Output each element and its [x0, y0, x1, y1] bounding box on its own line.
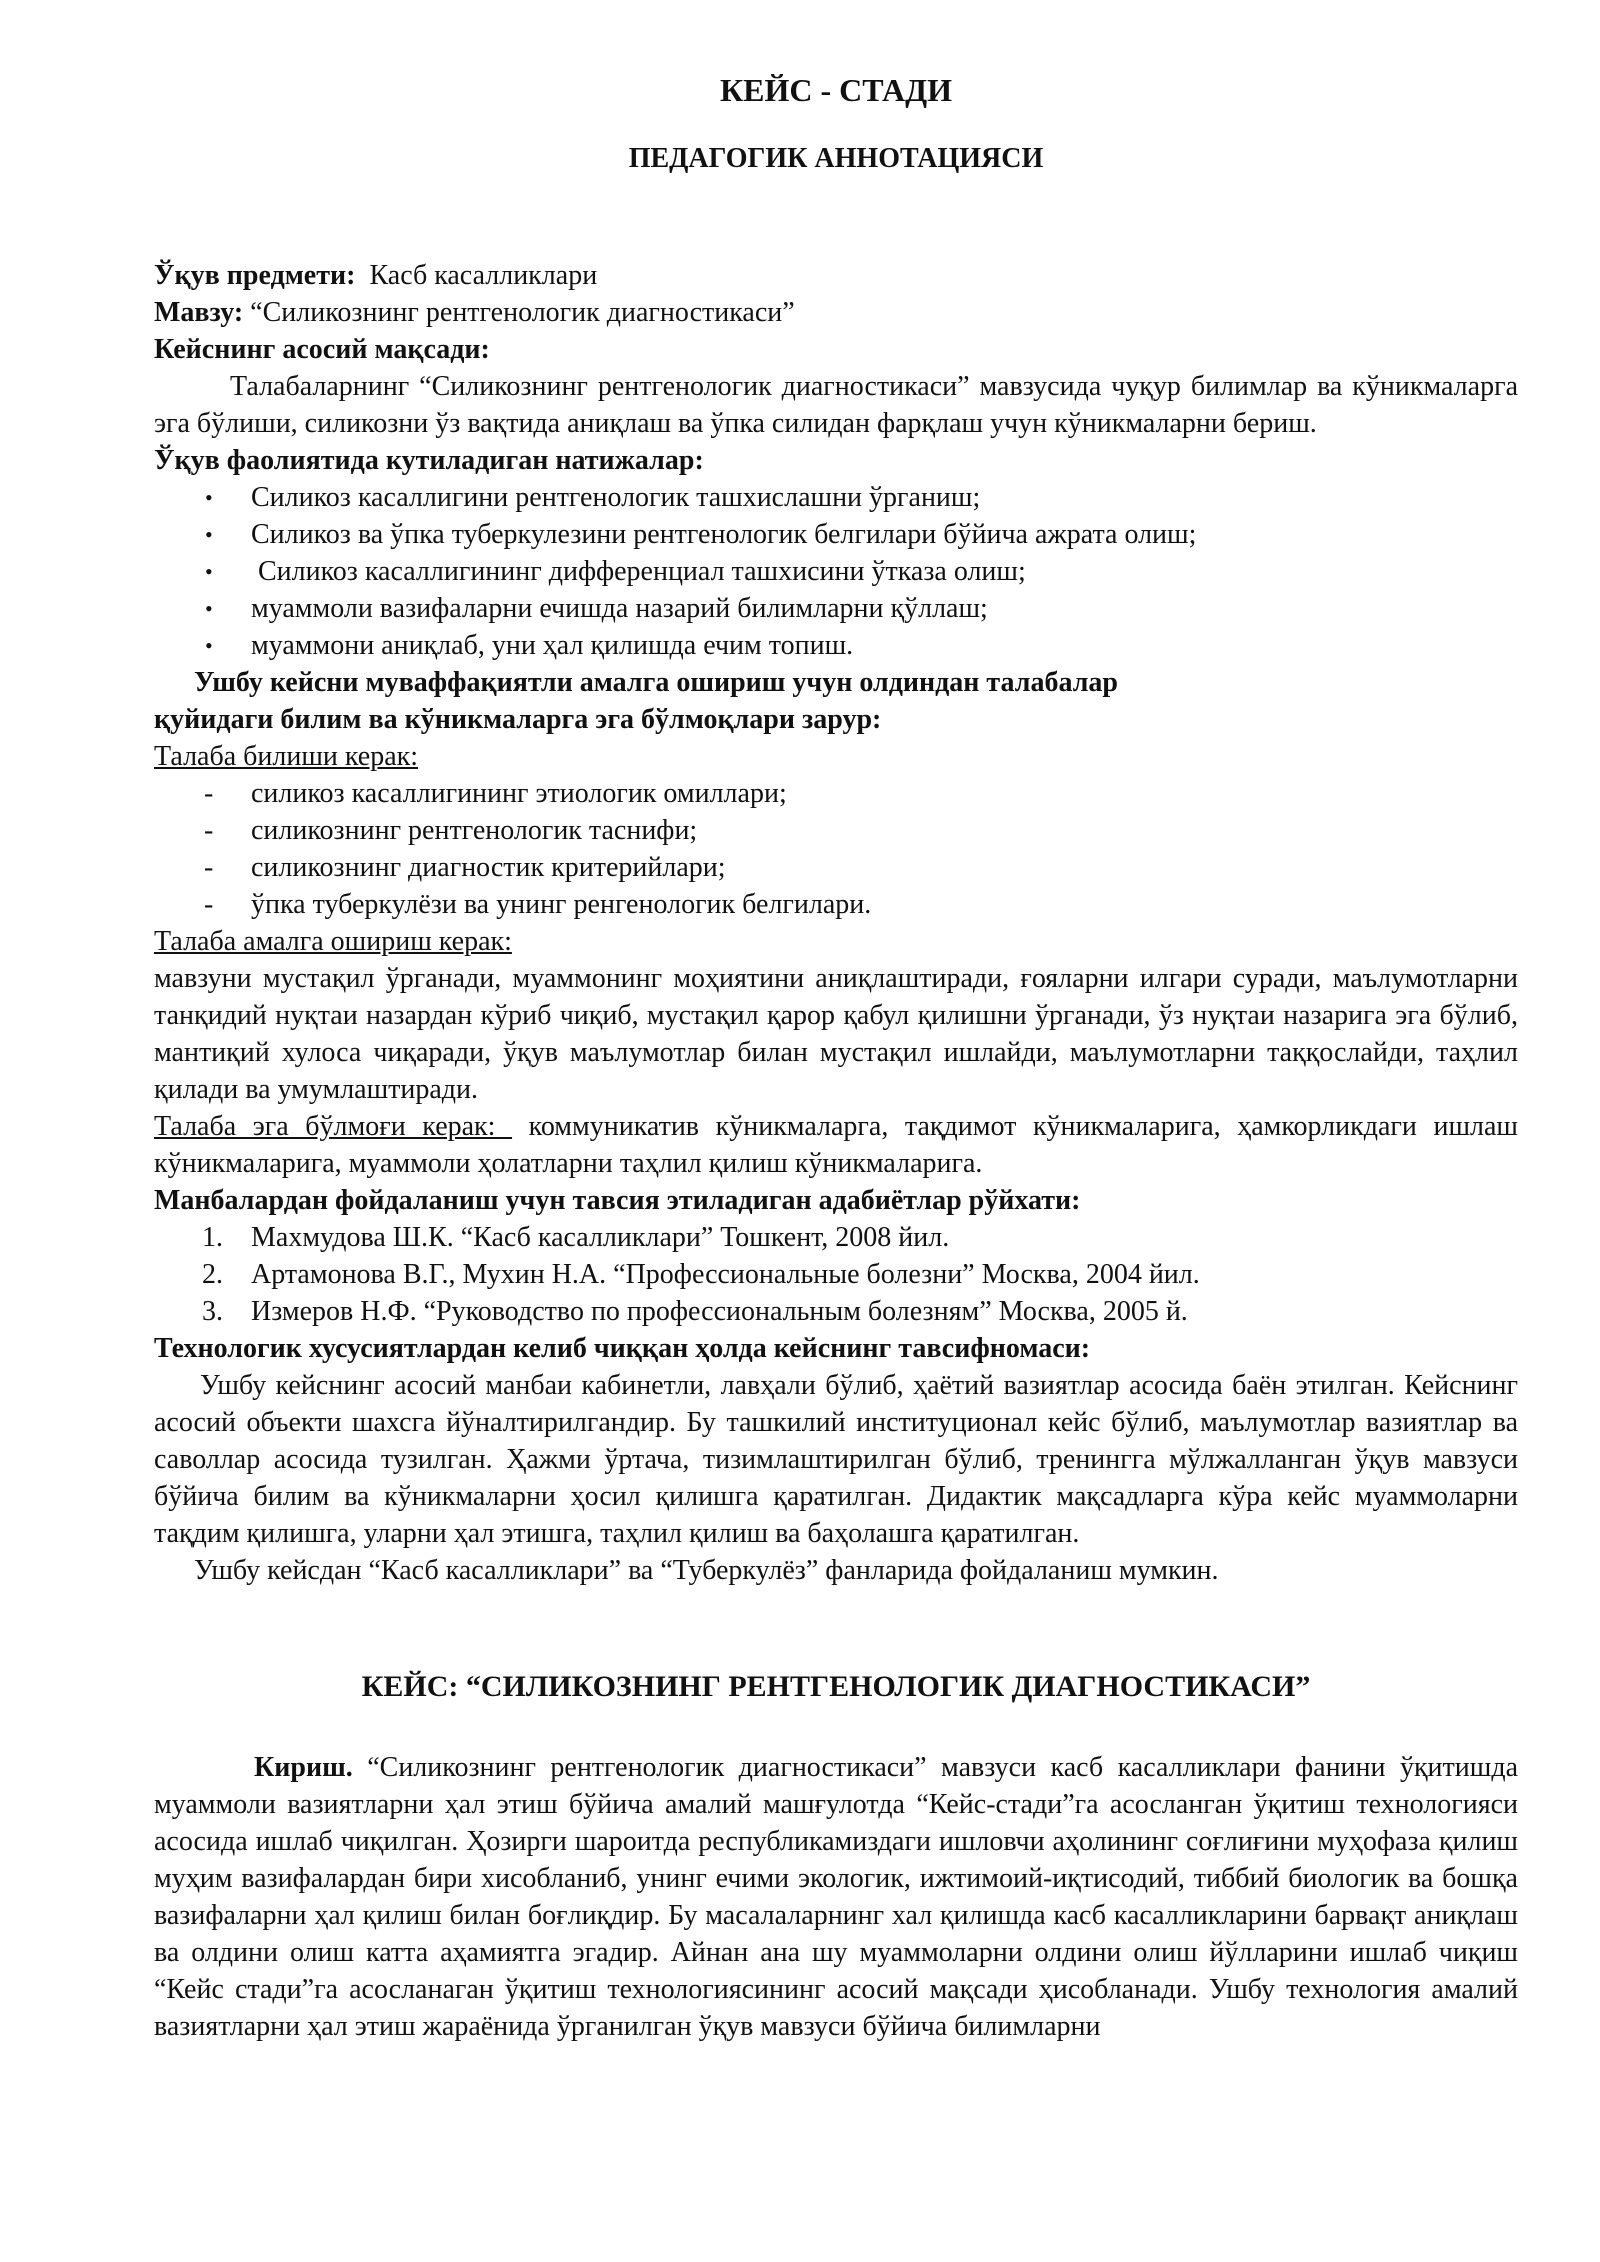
- subject-line: [154, 257, 1518, 294]
- bullet-icon: •: [205, 559, 213, 584]
- list-item: - силикознинг рентгенологик таснифи;: [154, 812, 1518, 849]
- intro-label: Кириш.: [254, 1752, 353, 1783]
- dash-marker: -: [204, 778, 214, 809]
- sources-list: [154, 1219, 1518, 1330]
- dash-marker: -: [204, 852, 214, 883]
- list-item: - ўпка туберкулёзи ва унинг ренгенологик белгилари.: [154, 886, 1518, 923]
- topic-line: [154, 294, 1518, 331]
- topic-label: Мавзу:: [154, 297, 244, 328]
- list-item: 1. Махмудова Ш.К. “Касб касалликлари” Тошкент, 2008 йил.: [154, 1219, 1518, 1256]
- results-list: [154, 479, 1518, 664]
- intro-paragraph: [154, 1749, 1518, 2045]
- list-item: • муаммоли вазифаларни ечишда назарий билимларни қўллаш;: [154, 590, 1518, 627]
- have-label: Талаба эга бўлмоғи керак:: [154, 1111, 513, 1142]
- intro-text: “Силикознинг рентгенологик диагностикаси” мавзуси касб касалликлари фанини ўқитишда муаммоли вазиятларни ҳал этиш бўйича амалий машғулотда “Кейс-стади”га асосланган ўқитиш технологияси асосида ишлаб чиқилган. Ҳозирги шароитда республикамиздаги ишловчи аҳолининг соғлиғини муҳофаза қилиш муҳим вазифалардан бири хисобланиб, унинг ечими экологик, ижтимоий-иқтисодий, тиббий биологик ва бошқа вазифаларни ҳал қилиш билан боғлиқдир. Бу масалаларнинг хал қилишда касб касалликларини барвақт аниқлаш ва олдини олиш катта аҳамиятга эгадир. Айнан ана шу муаммоларни олдини олиш йўлларини ишлаб чиқиш “Кейс стади”га асосланаган ўқитиш технологиясининг асосий мақсади ҳисобланади. Ушбу технология амалий вазиятларни ҳал этиш жараёнида ўрганилган ўқув мавзуси бўйича билимларни: [154, 1752, 1518, 2042]
- case-title: КЕЙС: “СИЛИКОЗНИНГ РЕНТГЕНОЛОГИК ДИАГНОСТИКАСИ”: [361, 1670, 1311, 1703]
- have-text: коммуникатив кўникмаларга, тақдимот кўникмаларига, ҳамкорликдаги ишлаш кўникмаларига, муаммоли ҳолатларни таҳлил қилиш кўникмаларига.: [154, 1111, 1518, 1179]
- tech-heading: Технологик хусусиятлардан келиб чиққан ҳолда кейснинг тавсифномаси:: [154, 1333, 1091, 1364]
- list-number: 1.: [202, 1222, 223, 1253]
- prereq-heading-line2: қуйидаги билим ва кўникмаларга эга бўлмоқлари зарур:: [154, 704, 882, 735]
- list-number: 3.: [202, 1296, 223, 1327]
- bullet-icon: •: [205, 522, 213, 547]
- results-heading: Ўқув фаолиятида кутиладиган натижалар:: [154, 445, 704, 476]
- dash-marker: -: [204, 889, 214, 920]
- prereq-heading-line1: Ушбу кейсни муваффақиятли амалга ошириш учун олдиндан талабалар: [194, 667, 1118, 698]
- goal-text: Талабаларнинг “Силикознинг рентгенологик диагностикаси” мавзусида чуқур билимлар ва кўникмаларга эга бўлиши, силикозни ўз вақтида аниқлаш ва ўпка силидан фарқлаш учун кўникмаларни бериш.: [154, 371, 1518, 439]
- document-subtitle: ПЕДАГОГИК АННОТАЦИЯСИ: [628, 143, 1044, 174]
- dash-marker: -: [204, 815, 214, 846]
- have-paragraph: [154, 1108, 1518, 1182]
- list-item: 2. Артамонова В.Г., Мухин Н.А. “Профессиональные болезни” Москва, 2004 йил.: [154, 1256, 1518, 1293]
- list-item: • Силикоз касаллигининг дифференциал ташхисини ўтказа олиш;: [154, 553, 1518, 590]
- sources-heading: Манбалардан фойдаланиш учун тавсия этиладиган адабиётлар рўйхати:: [154, 1185, 1081, 1216]
- bullet-icon: •: [205, 633, 213, 658]
- tech-text: Ушбу кейснинг асосий манбаи кабинетли, лавҳали бўлиб, ҳаётий вазиятлар асосида баён этилган. Кейснинг асосий объекти шахсга йўналтирилгандир. Бу ташкилий институционал кейс бўлиб, маълумотлар вазиятлар ва саволлар асосида тузилган. Ҳажми ўртача, тизимлаштирилган бўлиб, тренингга мўлжалланган ўқув мавзуси бўйича билим ва кўникмаларни ҳосил қилишга қаратилган. Дидактик мақсадларга кўра кейс муаммоларни тақдим қилишга, уларни ҳал этишга, таҳлил қилиш ва баҳолашга қаратилган.: [154, 1370, 1518, 1549]
- do-text: мавзуни мустақил ўрганади, муаммонинг моҳиятини аниқлаштиради, ғояларни илгари суради, маълумотларни танқидий нуқтаи назардан кўриб чиқиб, мустақил қарор қабул қилишни ўрганади, ўз нуқтаи назарига эга бўлиб, мантиқий хулоса чиқаради, ўқув маълумотлар билан мустақил ишлайди, маълумотларни таққослайди, таҳлил қилади ва умумлаштиради.: [154, 963, 1518, 1105]
- document-title: КЕЙС - СТАДИ: [719, 72, 953, 108]
- subject-value: Касб касалликлари: [369, 260, 598, 291]
- know-label: Талаба билиши керак:: [154, 741, 419, 772]
- know-list: [154, 775, 1518, 923]
- list-item: • Силикоз ва ўпка туберкулезини рентгенологик белгилари бўйича ажрата олиш;: [154, 516, 1518, 553]
- tech-usage-text: Ушбу кейсдан “Касб касалликлари” ва “Туберкулёз” фанларида фойдаланиш мумкин.: [194, 1555, 1219, 1586]
- bullet-icon: •: [205, 596, 213, 621]
- list-item: - силикоз касаллигининг этиологик омиллари;: [154, 775, 1518, 812]
- list-item: - силикознинг диагностик критерийлари;: [154, 849, 1518, 886]
- do-label: Талаба амалга ошириш керак:: [154, 926, 512, 957]
- bullet-icon: •: [205, 485, 213, 510]
- subject-label: Ўқув предмети:: [154, 260, 356, 291]
- topic-value: “Силикознинг рентгенологик диагностикаси”: [250, 297, 795, 328]
- list-item: 3. Измеров Н.Ф. “Руководство по профессиональным болезням” Москва, 2005 й.: [154, 1293, 1518, 1330]
- list-item: • муаммони аниқлаб, уни ҳал қилишда ечим топиш.: [154, 627, 1518, 664]
- list-number: 2.: [202, 1259, 223, 1290]
- goal-heading: Кейснинг асосий мақсади:: [154, 334, 490, 365]
- list-item: • Силикоз касаллигини рентгенологик ташхислашни ўрганиш;: [154, 479, 1518, 516]
